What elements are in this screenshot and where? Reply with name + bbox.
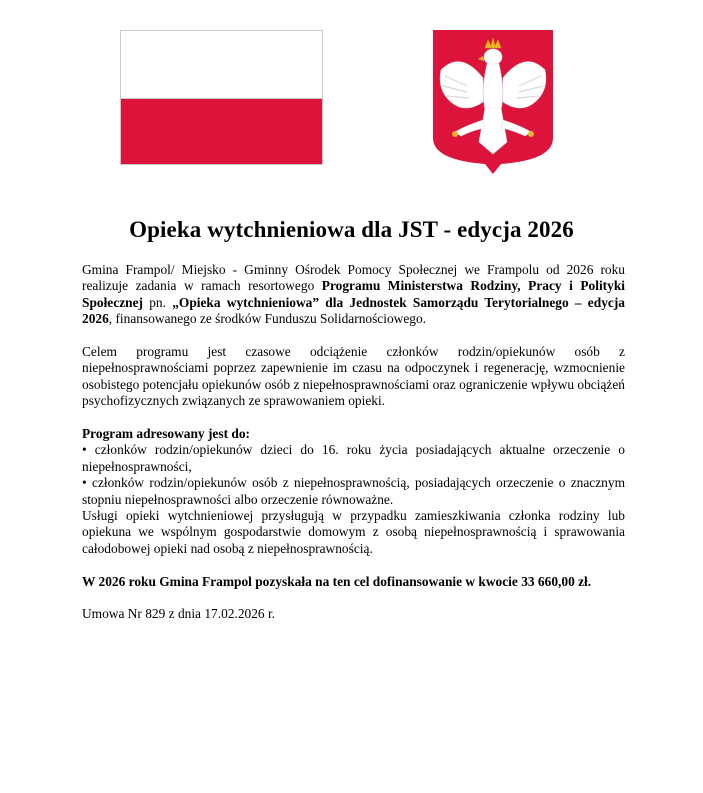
intro-text: Gmina Frampol/ Miejsko - Gminny Ośrodek Pomocy Społecznej we Frampolu od 2026 roku realizuje zadania w ramach resortowego bbox=[82, 262, 625, 294]
agreement-paragraph: Umowa Nr 829 z dnia 17.02.2026 r. bbox=[82, 606, 276, 622]
audience-item: • członków rodzin/opiekunów dzieci do 16. roku życia posiadających aktualne orzeczenie o niepełnosprawności, bbox=[82, 442, 625, 474]
audience-heading-text: Program adresowany jest do: bbox=[82, 426, 250, 442]
flag-white-stripe bbox=[121, 31, 322, 98]
funding-paragraph bbox=[82, 574, 625, 590]
program-title: „Opieka wytchnieniowa” dla Jednostek Samorządu Terytorialnego – edycja 2026 bbox=[82, 294, 625, 327]
intro-paragraph bbox=[82, 262, 625, 328]
document-body bbox=[82, 262, 625, 623]
program-name: Programu Ministerstwa Rodziny, Pracy i Polityki Społecznej bbox=[82, 278, 625, 310]
services-paragraph: Usługi opieki wytchnieniowej przysługują w przypadku zamieszkiwania członka rodziny lub opiekuna we wspólnym gospodarstwie domowym z osobą niepełnosprawnością i sprawowania całodobowej opieki nad osobą z niepełnosprawnością. bbox=[82, 508, 625, 556]
audience-heading bbox=[82, 426, 625, 442]
audience-item: • członków rodzin/opiekunów osób z niepełnosprawnością, posiadających orzeczenie o znacznym stopniu niepełnosprawności albo orzeczenie równoważne. bbox=[82, 475, 625, 507]
goal-paragraph: Celem programu jest czasowe odciążenie członków rodzin/opiekunów osób z niepełnosprawnościami poprzez zapewnienie im czasu na odpoczynek i regenerację, wzmocnienie osobistego potencjału opiekunów osób z niepełnosprawnościami oraz ograniczenie wpływu obciążeń psychofizycznych związanych ze sprawowaniem opieki. bbox=[82, 344, 625, 409]
page-title: Opieka wytchnieniowa dla JST - edycja 2026 bbox=[129, 217, 574, 242]
flag-red-stripe bbox=[121, 98, 322, 165]
intro-text: pn. bbox=[143, 294, 173, 310]
funding-text: W 2026 roku Gmina Frampol pozyskała na ten cel dofinansowanie w kwocie 33 660,00 zł. bbox=[82, 573, 592, 589]
intro-text: , finansowanego ze środków Funduszu Solidarnościowego. bbox=[108, 311, 427, 327]
coat-of-arms-eagle-icon bbox=[431, 30, 555, 174]
poland-flag-icon bbox=[120, 30, 323, 165]
